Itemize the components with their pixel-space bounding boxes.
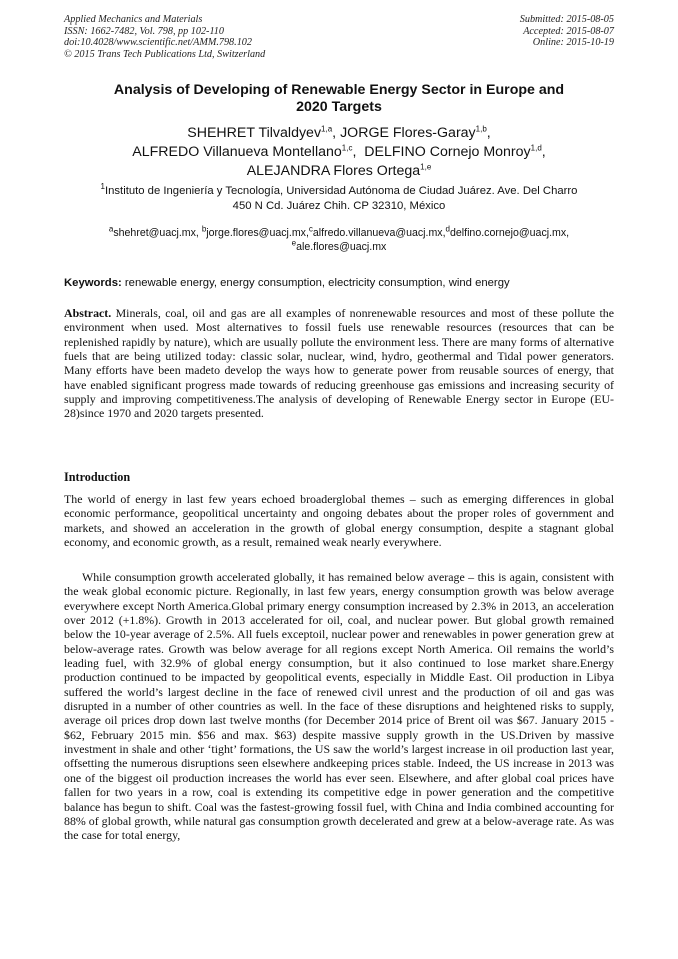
affiliation-mark: 1 <box>100 182 105 192</box>
paper-title-line-1: Analysis of Developing of Renewable Energy Sector in Europe and <box>113 82 565 98</box>
body-paragraph: While consumption growth accelerated globally, it has remained below average – this is again, consistent with the weak global economic picture. Regionally, in last few years, energy consumption growth was below average everywhere except North America.Global primary energy consumption increased by 2.3% in 2013, an acceleration over 2012 (+1.8%). Growth in 2013 accelerated for oil, coal, and nuclear power. But global growth remained below the 10-year average of 2.5%. All fuels exceptoil, nuclear power and renewables in power generation grew at below-average rates. Growth was below average for all regions except North America. Oil remains the world’s leading fuel, with 32.9% of global energy consumption, but it also continued to lose market share.Energy production continued to be impacted by geopolitical events, especially in Middle East. Oil production in Libya suffered the world’s largest decline in the face of renewed civil unrest and the production of oil and gas was disrupted in a number of other countries as well. In the face of these disruptions and heightened risks to supply, average oil prices drop down last twelve months (for December 2014 price of Brent oil was $67. January 2015 - $62, February 2015 min. $56 and max. $63) despite massive supply growth in the US.Driven by massive investment in shale and other ‘tight’ formations, the US saw the world’s largest increase in oil production last year, offsetting the numerous disruptions seen elsewhere andkeeping prices stable. Indeed, the US increase in 2013 was one of the biggest oil production increases the world has ever seen. Elsewhere, and after global coal prices have fallen for two years in a row, coal is extending its competitive edge in power generation and the competitive balance has begun to shift. Coal was the fastest-growing fossil fuel, with China and India combined accounting for 88% of global growth, while natural gas consumption growth decelerated and grew at a below-average rate. As was the case for total energy, <box>64 570 614 843</box>
keywords <box>64 276 614 290</box>
body-paragraph: The world of energy in last few years echoed broaderglobal themes – such as emerging differences in global economic performance, geopolitical uncertainty and ongoing debates about the proper roles of government and markets, and showed an acceleration in the growth of global energy consumption, despite a stagnant global economy, and economic growth, as a result, remained weak nearly everywhere. <box>64 492 614 550</box>
author-affiliation-mark: 1,a <box>321 124 333 134</box>
email-link[interactable]: delfino.cornejo@uacj.mx, <box>450 227 570 239</box>
author-name: ALEJANDRA Flores Ortega <box>246 163 421 179</box>
email-list <box>64 226 614 254</box>
author-affiliation-mark: 1,c <box>341 143 353 153</box>
journal-doi[interactable]: doi:10.4028/www.scientific.net/AMM.798.102 <box>64 37 252 49</box>
email-mark: a <box>108 224 114 234</box>
keywords-text: renewable energy, energy consumption, electricity consumption, wind energy <box>121 277 510 289</box>
author-name: JORGE Flores-Garay <box>340 125 476 141</box>
email-link[interactable]: ale.flores@uacj.mx <box>296 241 387 253</box>
email-mark: d <box>445 224 450 234</box>
online-date: Online: 2015-10-19 <box>532 37 614 49</box>
author-affiliation-mark: 1,d <box>530 143 542 153</box>
paper-title-line-2: 2020 Targets <box>296 99 382 115</box>
author-separator: , <box>541 144 546 160</box>
journal-header <box>64 14 265 60</box>
email-mark: c <box>308 224 313 234</box>
author-line-1 <box>64 124 614 143</box>
author-list <box>64 124 614 181</box>
email-mark: b <box>201 224 207 234</box>
journal-issn: ISSN: 1662-7482, Vol. 798, pp 102-110 <box>64 25 224 37</box>
email-link[interactable]: alfredo.villanueva@uacj.mx, <box>312 227 446 239</box>
affiliation-line-1 <box>64 184 614 199</box>
abstract-text: Minerals, coal, oil and gas are all examples of nonrenewable resources and most of these pollute the environment when used. Most alternatives to fossil fuels use renewable resources (resources that can be replenished rapidly by nature), which are usually pollute the environment less. There are many forms of alternative fuels that are being utilized today: classic solar, nuclear, wind, hydro, geothermal and Tidal power generators. Many efforts have been madeto develop the ways how to generate power from reusable sources of energy, that have enabled significant progress made towards of reducing greenhouse gas emissions and increasing security of supply and improving competitiveness.The analysis of developing of Renewable Energy sector in Europe (EU-28)since 1970 and 2020 targets presented. <box>64 306 614 421</box>
affiliation <box>64 184 614 214</box>
email-link[interactable]: shehret@uacj.mx, <box>113 227 202 239</box>
author-name: DELFINO Cornejo Monroy <box>364 144 531 160</box>
abstract-label: Abstract. <box>64 306 112 320</box>
author-separator: , <box>332 125 341 141</box>
affiliation-text: Instituto de Ingeniería y Tecnología, Universidad Autónoma de Ciudad Juárez. Ave. Del Charro <box>104 185 578 197</box>
submitted-date: Submitted: 2015-08-05 <box>519 14 614 25</box>
abstract <box>64 306 614 421</box>
author-name: SHEHRET Tilvaldyev <box>187 125 322 141</box>
author-affiliation-mark: 1,b <box>475 124 487 134</box>
email-line-1 <box>64 226 614 240</box>
paper-title <box>64 82 614 116</box>
email-line-2 <box>64 240 614 254</box>
journal-name: Applied Mechanics and Materials <box>64 14 203 25</box>
author-line-2 <box>64 143 614 162</box>
journal-copyright: © 2015 Trans Tech Publications Ltd, Switzerland <box>64 48 266 60</box>
author-name: ALFREDO Villanueva Montellano <box>132 144 342 160</box>
email-link[interactable]: jorge.flores@uacj.mx, <box>206 227 309 239</box>
accepted-date: Accepted: 2015-08-07 <box>523 25 614 37</box>
affiliation-line-2: 450 N Cd. Juárez Chih. CP 32310, México <box>232 200 446 212</box>
email-mark: e <box>291 238 297 248</box>
author-affiliation-mark: 1,e <box>420 162 432 172</box>
author-line-3 <box>64 162 614 181</box>
author-separator: , <box>352 144 365 160</box>
keywords-label: Keywords: <box>64 277 122 289</box>
publication-dates <box>520 14 614 49</box>
section-heading-introduction: Introduction <box>64 470 131 484</box>
author-separator: , <box>486 125 491 141</box>
